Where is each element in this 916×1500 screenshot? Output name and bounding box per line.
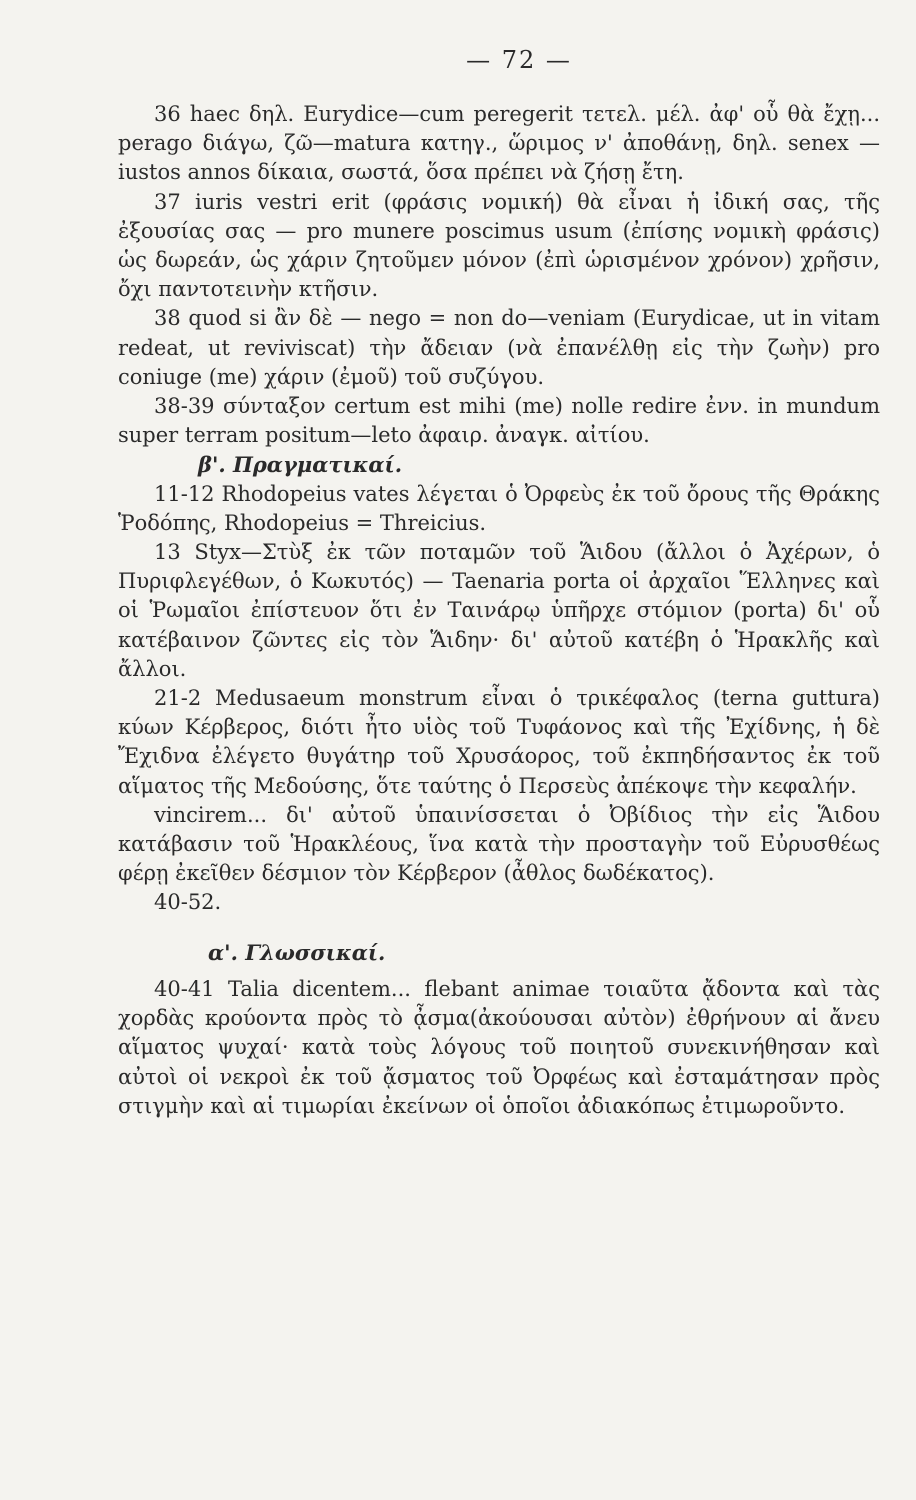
commentary-text <box>118 100 880 1121</box>
note-38-39: 38-39 σύνταξον certum est mihi (me) nolle redire ἐνν. in mundum super terram positum—leto ἀφαιρ. ἀναγκ. αἰτίου. <box>118 394 880 448</box>
line-range-label: 40-52. <box>154 890 222 915</box>
note-vincirem: vincirem... δι' αὐτοῦ ὑπαινίσσεται ὁ Ὀβίδιος τὴν εἰς Ἅιδου κατάβασιν τοῦ Ἡρακλέους, ἵνα κατὰ τὴν προσταγὴν τοῦ Εὐρυσθέως φέρῃ ἐκεῖθεν δέσμιον τὸν Κέρβερον (ἆθλος δωδέκατος). <box>118 802 880 886</box>
note-40-41: 40-41 Talia dicentem... flebant animae τοιαῦτα ᾄδοντα καὶ τὰς χορδὰς κρούοντα πρὸς τὸ ᾆσμα(ἀκούουσαι αὐτὸν) ἐθρήνουν αἱ ἄνευ αἵματος ψυχαί· κατὰ τοὺς λόγους τοῦ ποιητοῦ συνεκινήθησαν καὶ αὐτοὶ οἱ νεκροὶ ἐκ τοῦ ᾄσματος τοῦ Ὀρφέως καὶ ἐσταμάτησαν πρὸς στιγμὴν καὶ αἱ τιμωρίαι ἐκείνων οἱ ὁποῖοι ἀδιακόπως ἐτιμωροῦντο. <box>118 976 880 1118</box>
book-page <box>118 40 880 1460</box>
note-36: 36 haec δηλ. Eurydice—cum peregerit τετελ. μέλ. ἀφ' οὗ θὰ ἔχῃ... perago διάγω, ζῶ—matura κατηγ., ὥριμος ν' ἀποθάνῃ, δηλ. senex — iustos annos δίκαια, σωστά, ὅσα πρέπει νὰ ζήσῃ ἔτη. <box>118 102 880 185</box>
section-heading-glossikai: α'. Γλωσσικαί. <box>208 939 386 965</box>
note-13: 13 Styx—Στὺξ ἐκ τῶν ποταμῶν τοῦ Ἅιδου (ἄλλοι ὁ Ἀχέρων, ὁ Πυριφλεγέθων, ὁ Κωκυτός) — Taenaria porta οἱ ἀρχαῖοι Ἕλληνες καὶ οἱ Ῥωμαῖοι ἐπίστευον ὅτι ἐν Ταινάρῳ ὑπῆρχε στόμιον (porta) δι' οὗ κατέβαινον ζῶντες εἰς τὸν Ἅιδην· δι' αὐτοῦ κατέβη ὁ Ἡρακλῆς καὶ ἄλλοι. <box>118 540 880 681</box>
note-38: 38 quod si ἂν δὲ — nego = non do—veniam (Eurydicae, ut in vitam redeat, ut reviviscat) τὴν ἄδειαν (νὰ ἐπανέλθῃ εἰς τὴν ζωὴν) pro coniuge (me) χάριν (ἐμοῦ) τοῦ συζύγου. <box>118 306 880 389</box>
section-heading-pragmatikai: β'. Πραγματικαί. <box>198 452 403 478</box>
page-number: — 72 — <box>466 46 572 74</box>
note-37: 37 iuris vestri erit (φράσις νομική) θὰ εἶναι ἡ ἰδική σας, τῆς ἐξουσίας σας — pro munere poscimus usum (ἐπίσης νομικὴ φράσις) ὡς δωρεάν, ὡς χάριν ζητοῦμεν μόνον (ἐπὶ ὡρισμένον χρόνον) χρῆσιν, ὄχι παντοτεινὴν κτῆσιν. <box>118 189 880 302</box>
note-11-12: 11-12 Rhodopeius vates λέγεται ὁ Ὀρφεὺς ἐκ τοῦ ὄρους τῆς Θράκης Ῥοδόπης, Rhodopeius = Threicius. <box>118 481 880 535</box>
note-21-2: 21-2 Medusaeum monstrum εἶναι ὁ τρικέφαλος (terna guttura) κύων Κέρβερος, διότι ἦτο υἱὸς τοῦ Τυφάονος καὶ τῆς Ἐχίδνης, ἡ δὲ Ἔχιδνα ἐλέγετο θυγάτηρ τοῦ Χρυσάορος, τοῦ ἐκπηδήσαντος ἐκ τοῦ αἵματος τῆς Μεδούσης, ὅτε ταύτης ὁ Περσεὺς ἀπέκοψε τὴν κεφαλήν. <box>118 686 880 798</box>
